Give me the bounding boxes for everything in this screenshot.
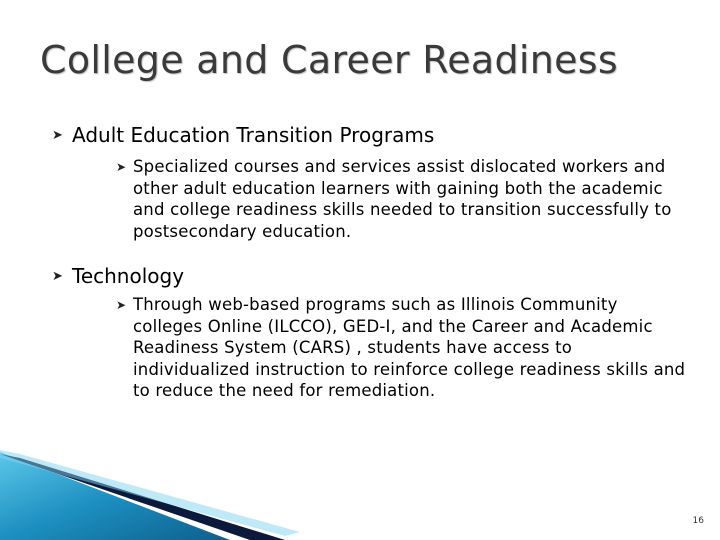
sub-bullet-adult-education [116, 156, 686, 242]
arrow-bullet-icon: ➤ [52, 128, 63, 143]
arrow-bullet-icon: ➤ [116, 298, 127, 312]
bullet-label: Adult Education Transition Programs [72, 123, 435, 147]
decorative-swoosh [0, 440, 360, 540]
sub-bullet-text: Through web-based programs such as Illinois Community colleges Online (ILCCO), GED-I, and the Career and Academic Readiness System (CARS) , students have access to individualized instruction to reinforce college readiness skills and to reduce the need for remediation. [133, 295, 686, 400]
slide-title: College and Career Readiness [40, 38, 618, 82]
bullet-adult-education [52, 123, 434, 147]
bullet-technology [52, 264, 184, 288]
bullet-label: Technology [72, 264, 185, 288]
sub-bullet-text: Specialized courses and services assist dislocated workers and other adult education learners with gaining both the academic and college readiness skills needed to transition successfully to postsecondary education. [133, 157, 672, 241]
arrow-bullet-icon: ➤ [116, 160, 127, 174]
sub-bullet-technology [116, 294, 686, 402]
arrow-bullet-icon: ➤ [52, 269, 63, 284]
slide-number: 16 [692, 516, 704, 526]
